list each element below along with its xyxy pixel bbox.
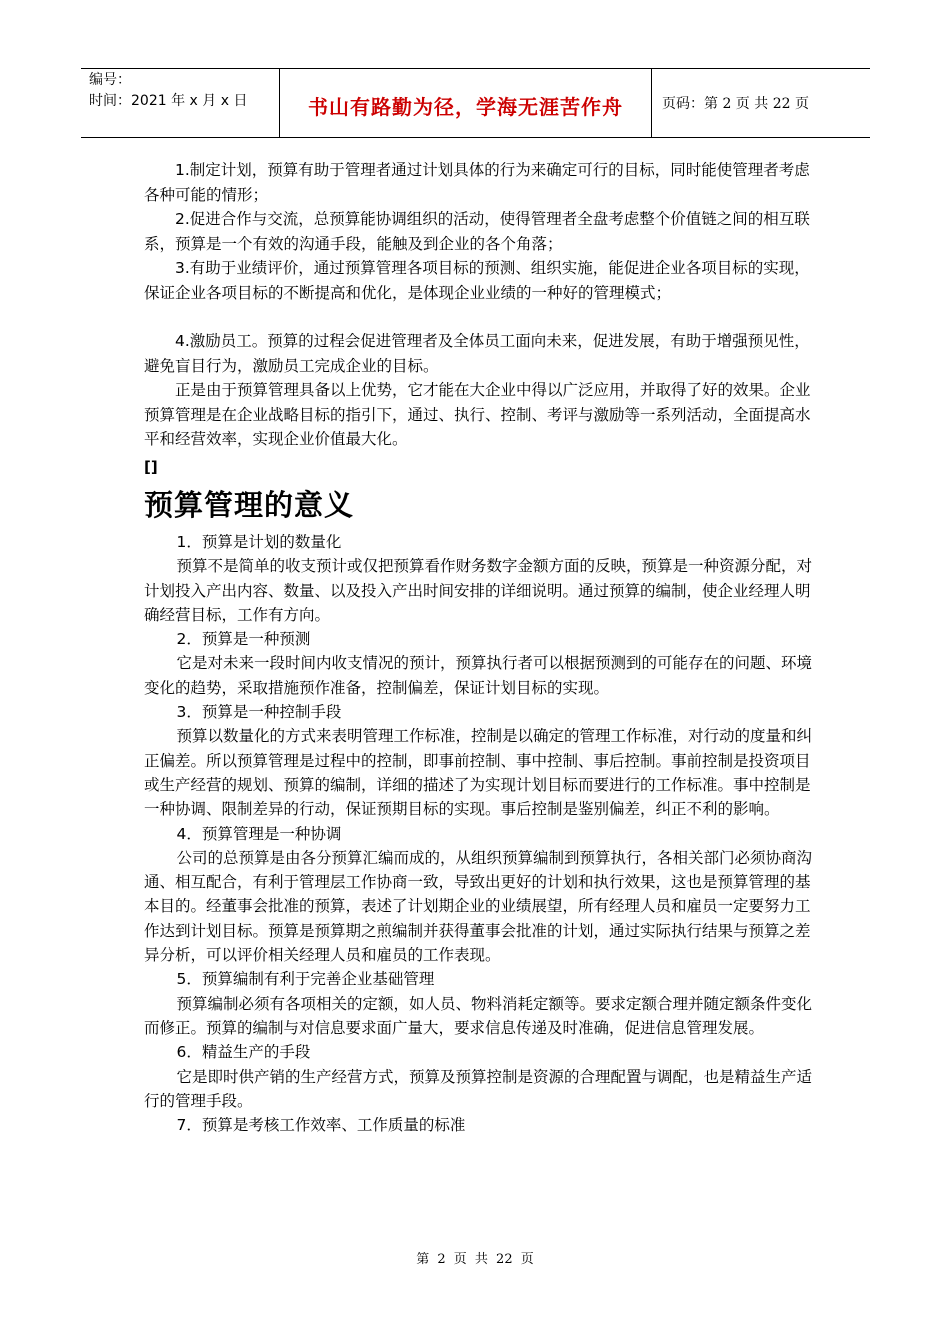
page-header (81, 68, 870, 138)
intro-body (144, 158, 816, 452)
item-body: 它是对未来一段时间内收支情况的预计，预算执行者可以根据预测到的可能存在的问题、环境变化的趋势，采取措施预作准备，控制偏差，保证计划目标的实现。 (144, 654, 813, 697)
section-heading: 预算管理的意义 (144, 488, 355, 522)
intro-paragraph: 3.有助于业绩评价，通过预算管理各项目标的预测、组织实施，能促进企业各项目标的实现，保证企业各项目标的不断提高和优化，是体现企业业绩的一种好的管理模式； (144, 259, 810, 302)
list-item (144, 1040, 816, 1113)
intro-paragraph: 正是由于预算管理具备以上优势，它才能在大企业中得以广泛应用，并取得了好的效果。企业预算管理是在企业战略目标的指引下，通过、执行、控制、考评与激励等一系列活动，全面提高水平和经营效率，实现企业价值最大化。 (144, 381, 811, 448)
header-page-info: 页码：第 2 页 共 22 页 (662, 96, 809, 112)
item-body: 预算编制必须有各项相关的定额，如人员、物料消耗定额等。要求定额合理并随定额条件变化而修正。预算的编制与对信息要求面广量大，要求信息传递及时准确，促进信息管理发展。 (144, 994, 813, 1037)
list-item (144, 1113, 816, 1137)
header-meta-cell (81, 69, 280, 137)
bracket-marker: [] (144, 458, 158, 476)
header-motto: 书山有路勤为径，学海无涯苦作舟 (308, 94, 623, 119)
item-body: 预算以数量化的方式来表明管理工作标准，控制是以确定的管理工作标准，对行动的度量和纠正偏差。所以预算管理是过程中的控制，即事前控制、事中控制、事后控制。事前控制是投资项目或生产经营的规划、预算的编制，详细的描述了为实现计划目标而要进行的工作标准。事中控制是一种协调、限制差异的行动，保证预期目标的实现。事后控制是鉴别偏差，纠正不利的影响。 (144, 727, 813, 819)
list-item (144, 967, 816, 1040)
page-footer: 第 2 页 共 22 页 (416, 1252, 534, 1267)
item-title: 3．预算是一种控制手段 (176, 703, 342, 722)
item-body: 它是即时供产销的生产经营方式，预算及预算控制是资源的合理配置与调配，也是精益生产适行的管理手段。 (144, 1067, 813, 1110)
item-body: 公司的总预算是由各分预算汇编而成的，从组织预算编制到预算执行，各相关部门必须协商沟通、相互配合，有利于管理层工作协商一致，导致出更好的计划和执行效果，这也是预算管理的基本目的。经董事会批准的预算，表述了计划期企业的业绩展望，所有经理人员和雇员一定要努力工作达到计划目标。预算是预算期之煎编制并获得董事会批准的计划，通过实际执行结果与预算之差异分析，可以评价相关经理人员和雇员的工作表现。 (144, 848, 813, 965)
list-item (144, 822, 816, 968)
header-page-cell (652, 69, 870, 137)
item-title: 6．精益生产的手段 (176, 1043, 311, 1062)
item-title: 1．预算是计划的数量化 (176, 533, 342, 551)
item-title: 5．预算编制有利于完善企业基础管理 (176, 970, 435, 989)
intro-paragraph: 4.激励员工。预算的过程会促进管理者及全体员工面向未来，促进发展，有助于增强预见性，避免盲目行为，激励员工完成企业的目标。 (144, 332, 810, 375)
item-title: 7．预算是考核工作效率、工作质量的标准 (176, 1116, 466, 1135)
item-title: 2．预算是一种预测 (176, 630, 311, 649)
document-number-label: 编号： (89, 72, 131, 88)
list-item (144, 627, 816, 700)
section-significance (144, 484, 816, 1137)
item-body: 预算不是简单的收支预计或仅把预算看作财务数字金额方面的反映，预算是一种资源分配，对计划投入产出内容、数量、以及投入产出时间安排的详细说明。通过预算的编制，使企业经理人明确经营目标，工作有方向。 (144, 557, 813, 624)
list-item (144, 530, 816, 627)
intro-paragraph: 2.促进合作与交流，总预算能协调组织的活动，使得管理者全盘考虑整个价值链之间的相互联系，预算是一个有效的沟通手段，能触及到企业的各个角落； (144, 210, 810, 253)
item-title: 4．预算管理是一种协调 (176, 824, 342, 843)
section-items (144, 530, 816, 1137)
intro-paragraph: 1.制定计划，预算有助于管理者通过计划具体的行为来确定可行的目标，同时能使管理者考虑各种可能的情形； (144, 161, 810, 204)
list-item (144, 700, 816, 821)
document-date: 时间：2021 年 x 月 x 日 (89, 93, 248, 109)
header-motto-cell (280, 69, 652, 137)
